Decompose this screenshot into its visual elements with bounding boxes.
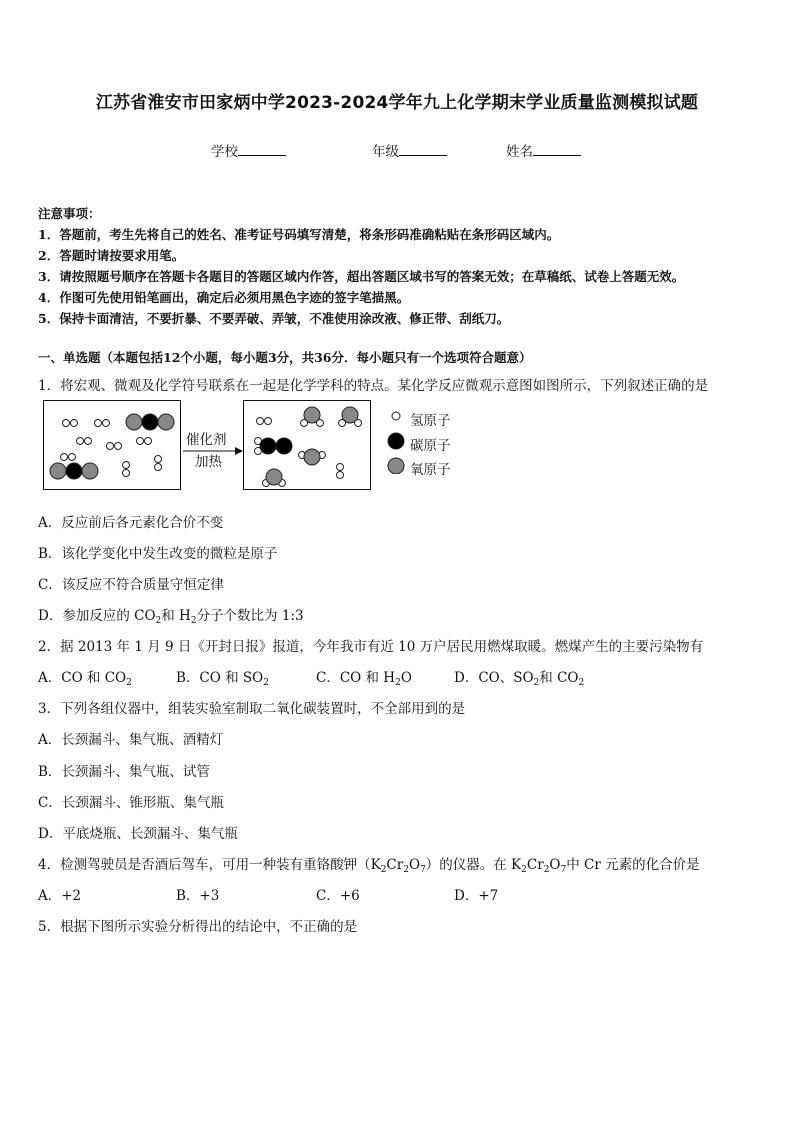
q4-option-a[interactable]: A．+2 bbox=[38, 888, 82, 904]
q1-option-a[interactable]: A．反应前后各元素化合价不变 bbox=[38, 515, 224, 531]
oxygen-atom-icon bbox=[388, 458, 404, 474]
q4-option-c[interactable]: C．+6 bbox=[316, 888, 360, 904]
school-blank[interactable] bbox=[238, 143, 286, 156]
carbon-atom-icon bbox=[388, 433, 404, 449]
reactants-molecules bbox=[44, 401, 180, 489]
school-field[interactable] bbox=[211, 140, 286, 160]
name-field[interactable] bbox=[506, 140, 581, 160]
q3-option-a[interactable]: A．长颈漏斗、集气瓶、酒精灯 bbox=[38, 732, 224, 748]
q5-stem: 5．根据下图所示实验分析得出的结论中，不正确的是 bbox=[38, 919, 358, 935]
grade-field[interactable] bbox=[372, 140, 447, 160]
section-heading: 一、单选题（本题包括12个小题，每小题3分，共36分．每小题只有一个选项符合题意） bbox=[38, 350, 532, 365]
note-item: 4．作图可先使用铅笔画出，确定后必须用黑色字迹的签字笔描黑。 bbox=[38, 290, 410, 305]
school-label: 学校 bbox=[211, 144, 238, 160]
q2-option-c[interactable]: C．CO 和 $H_2O$ bbox=[316, 670, 412, 688]
q1-stem: 1．将宏观、微观及化学符号联系在一起是化学学科的特点。某化学反应微观示意图如图所示，下列叙述正确的是 bbox=[38, 378, 709, 394]
legend-icons bbox=[386, 408, 410, 474]
notes-heading: 注意事项： bbox=[38, 206, 101, 221]
name-label: 姓名 bbox=[506, 144, 533, 160]
notes-block bbox=[38, 203, 684, 329]
q3-stem: 3．下列各组仪器中，组装实验室制取二氧化碳装置时，不全部用到的是 bbox=[38, 701, 466, 717]
q1-option-d[interactable]: D．参加反应的 $CO_2$和 $H_2$分子个数比为 1:3 bbox=[38, 608, 304, 626]
note-item: 1．答题前，考生先将自己的姓名、准考证号码填写清楚，将条形码准确粘贴在条形码区域内。 bbox=[38, 227, 560, 242]
q2-option-d[interactable]: D．CO、$SO_2$和 $CO_2$ bbox=[454, 670, 585, 688]
q4-option-d[interactable]: D．+7 bbox=[454, 888, 499, 904]
name-blank[interactable] bbox=[533, 143, 581, 156]
legend-hydrogen: 氢原子 bbox=[410, 413, 451, 429]
q4-option-b[interactable]: B．+3 bbox=[176, 888, 220, 904]
grade-label: 年级 bbox=[372, 144, 399, 160]
arrow-label-heat: 加热 bbox=[195, 454, 222, 470]
products-box bbox=[243, 400, 371, 490]
page-title: 江苏省淮安市田家炳中学2023-2024学年九上化学期末学业质量监测模拟试题 bbox=[95, 93, 699, 113]
q3-option-b[interactable]: B．长颈漏斗、集气瓶、试管 bbox=[38, 764, 210, 780]
q2-option-a[interactable]: A．CO 和 $CO_2$ bbox=[38, 670, 132, 688]
q3-option-c[interactable]: C．长颈漏斗、锥形瓶、集气瓶 bbox=[38, 795, 224, 811]
q1-option-c[interactable]: C．该反应不符合质量守恒定律 bbox=[38, 577, 224, 593]
q2-option-b[interactable]: B．CO 和 $SO_2$ bbox=[176, 670, 269, 688]
reactants-box bbox=[43, 400, 181, 490]
q1-option-b[interactable]: B．该化学变化中发生改变的微粒是原子 bbox=[38, 546, 278, 562]
arrow-label-catalyst: 催化剂 bbox=[186, 432, 227, 448]
legend-oxygen: 氧原子 bbox=[410, 462, 451, 478]
q2-stem: 2．据 2013 年 1 月 9 日《开封日报》报道，今年我市有近 10 万户居民用燃煤取暖。燃煤产生的主要污染物有 bbox=[38, 639, 704, 655]
note-item: 2．答题时请按要求用笔。 bbox=[38, 248, 185, 263]
grade-blank[interactable] bbox=[399, 143, 447, 156]
note-item: 3．请按照题号顺序在答题卡各题目的答题区域内作答，超出答题区域书写的答案无效；在草稿纸、试卷上答题无效。 bbox=[38, 269, 685, 284]
q3-option-d[interactable]: D．平底烧瓶、长颈漏斗、集气瓶 bbox=[38, 826, 238, 842]
products-molecules bbox=[244, 401, 370, 489]
q4-stem: 4．检测驾驶员是否酒后驾车，可用一种装有重铬酸钾$(K_2Cr_2O_7)$的仪器。在 $K_2Cr_2O_7$中 Cr 元素的化合价是 bbox=[38, 857, 700, 875]
legend-carbon: 碳原子 bbox=[410, 438, 451, 454]
note-item: 5．保持卡面清洁，不要折暴、不要弄破、弄皱，不准使用涂改液、修正带、刮纸刀。 bbox=[38, 311, 510, 326]
hydrogen-atom-icon bbox=[392, 412, 400, 420]
